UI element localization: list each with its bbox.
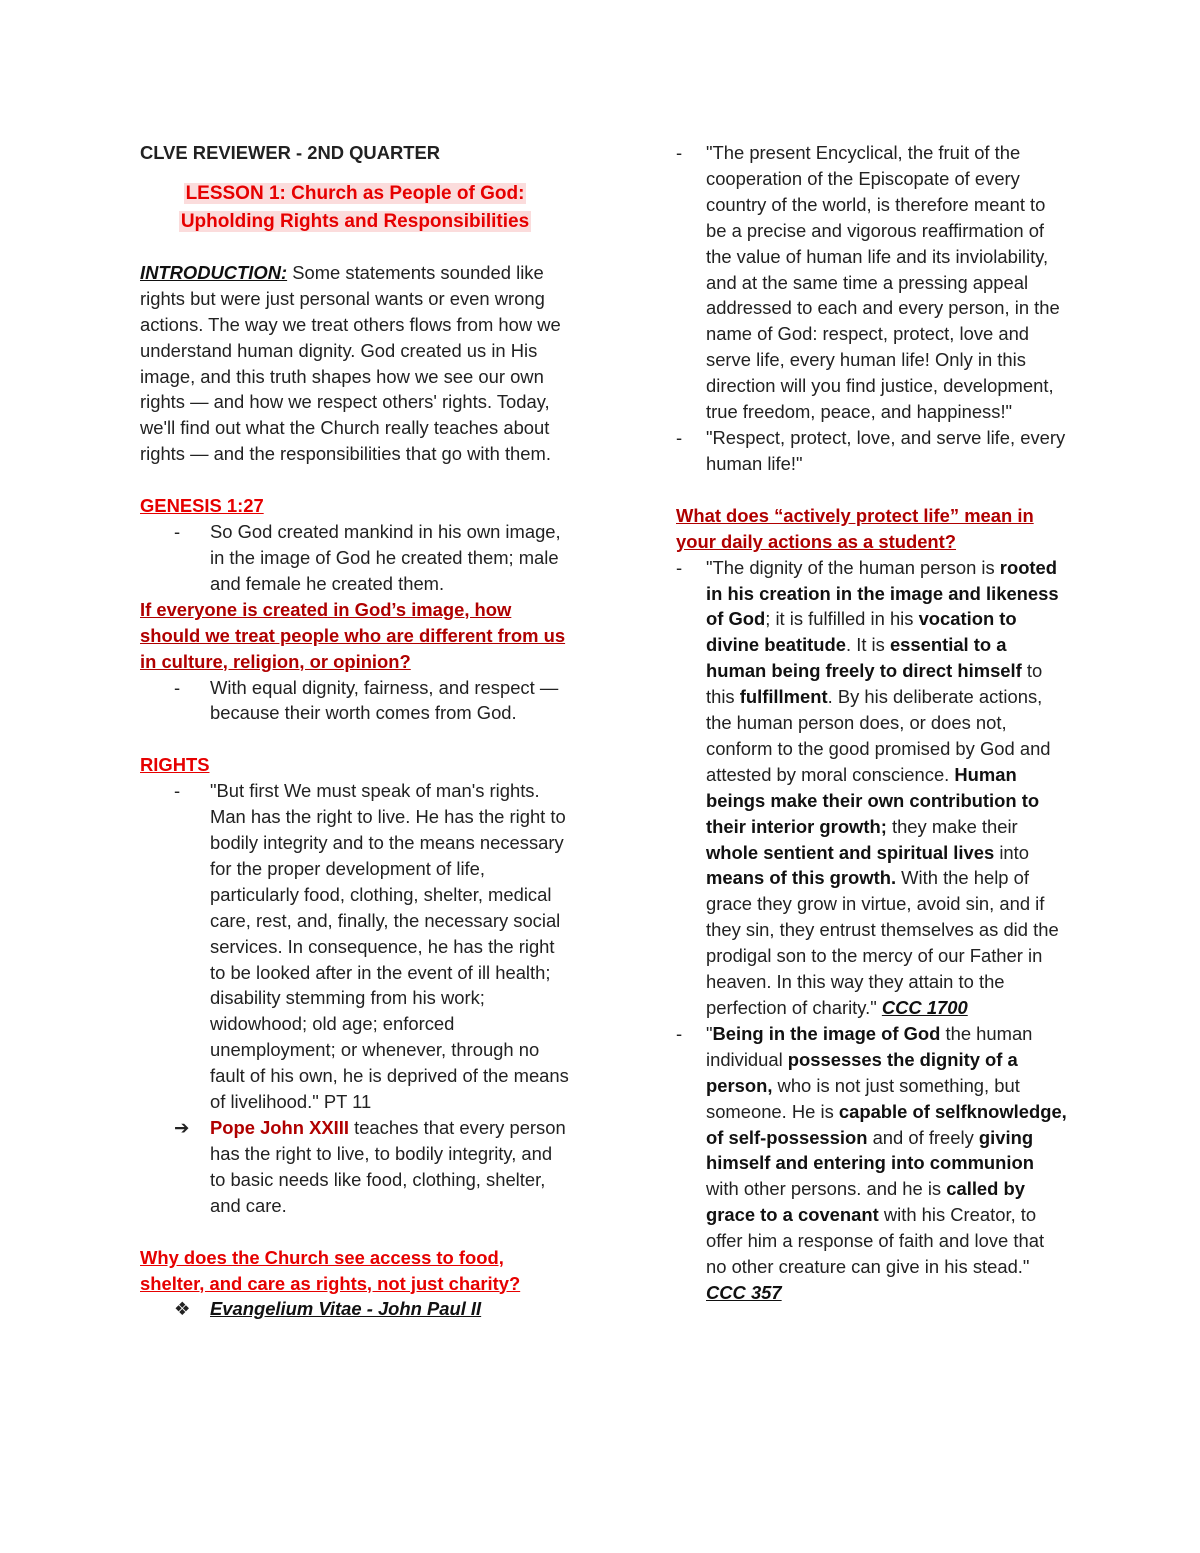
- rights-quote-item: [140, 778, 570, 1115]
- text-run: With the help of grace they grow in virtue, avoid sin, and if they sin, they entrust themselves as did the prodigal son to the mercy of our Father in heaven. In this way they attain to the perfection of charity.": [706, 867, 1059, 1018]
- ccc1700-citation: CCC 1700: [881, 997, 968, 1018]
- protect-question: What does “actively protect life” mean in your daily actions as a student?: [676, 504, 1034, 552]
- lesson-title-line1: LESSON 1: Church as People of God:: [185, 182, 525, 204]
- diamond-icon: ❖: [174, 1298, 191, 1320]
- rights-heading: RIGHTS: [140, 754, 210, 776]
- introduction-text: Some statements sounded like rights but were just personal wants or even wrong actions. The way we treat others flows from how we understand human dignity. God created us in His image, and this truth shapes how we see our own rights — and how we respect others' rights. Today, we'll find out what the Church really teaches about rights — and the responsibilities that go with them.: [140, 261, 561, 465]
- bold-run: Human beings make their own contribution to their interior growth;: [706, 763, 1040, 837]
- dash-marker: -: [676, 142, 683, 163]
- genesis-heading: GENESIS 1:27: [140, 495, 264, 517]
- dash-marker: -: [174, 780, 181, 802]
- dash-marker: -: [676, 1022, 683, 1044]
- dash-marker: -: [676, 426, 683, 448]
- text-run: with other persons. and he is: [706, 1178, 947, 1200]
- evangelium-item: [140, 1296, 570, 1322]
- lesson-title: [150, 180, 560, 236]
- pope-john-text: teaches that every person has the right to live, to bodily integrity, and to basic needs like food, clothing, shelter, and care.: [210, 1117, 566, 1216]
- ccc357-item: [676, 1021, 1068, 1306]
- ccc1700-item: [676, 555, 1068, 1021]
- text-run: . By his deliberate actions, the human person does, or does not, conform to the good promised by God and attested by moral conscience.: [706, 686, 1051, 785]
- text-run: ; it is fulfilled in his: [765, 608, 919, 630]
- bold-run: means of this growth.: [706, 867, 897, 889]
- bold-run: rooted in his creation in the image and likeness of God: [706, 556, 1059, 630]
- bold-run: possesses the dignity of a person,: [706, 1048, 1018, 1096]
- text-run: . It is: [846, 634, 890, 656]
- pope-john-item: [140, 1115, 570, 1219]
- arrow-icon: ➔: [174, 1117, 190, 1138]
- ccc357-citation: CCC 357: [706, 1281, 782, 1303]
- text-run: the human individual: [706, 1022, 1033, 1070]
- left-column: [140, 140, 570, 1322]
- bold-run: capable of selfknowledge, of self-possession: [706, 1100, 1067, 1148]
- ccc1700-text: [706, 557, 1059, 1018]
- text-run: who is not just something, but someone. He is: [706, 1074, 1020, 1122]
- text-run: with his Creator, to offer him a response of faith and love that no other creature can give in his stead.": [706, 1204, 1045, 1278]
- bold-run: fulfillment: [739, 686, 828, 708]
- text-run: ": [706, 1022, 713, 1044]
- text-run: into: [994, 841, 1029, 863]
- rights-question: Why does the Church see access to food, shelter, and care as rights, not just charity?: [140, 1246, 521, 1294]
- encyclical-quote: "The present Encyclical, the fruit of the cooperation of the Episcopate of every country of the world, is therefore meant to be a precise and vigorous reaffirmation of the value of human life and its inviolability, and at the same time a pressing appeal addressed to each and every person, in the name of God: respect, protect, love and serve life, every human life! Only in this direction will you find justice, development, true freedom, peace, and happiness!": [706, 142, 1060, 423]
- ccc357-text: [706, 1023, 1067, 1303]
- introduction: [140, 260, 570, 467]
- bold-run: vocation to divine beatitude: [706, 608, 1017, 656]
- genesis-bullet: [140, 519, 570, 597]
- dash-marker: -: [174, 676, 181, 698]
- text-run: "The dignity of the human person is: [706, 556, 1000, 578]
- genesis-question: If everyone is created in God’s image, how should we treat people who are different from us in culture, religion, or opinion?: [140, 598, 566, 672]
- text-run: they make their: [886, 815, 1018, 837]
- encyclical-quote-item: [676, 140, 1068, 425]
- bold-run: giving himself and entering into communion: [706, 1126, 1034, 1174]
- bold-run: Being in the image of God: [712, 1022, 941, 1044]
- text-run: to this: [706, 660, 1043, 708]
- document-title: CLVE REVIEWER - 2ND QUARTER: [140, 142, 441, 163]
- introduction-label: INTRODUCTION:: [140, 261, 288, 283]
- genesis-answer: With equal dignity, fairness, and respect — because their worth comes from God.: [210, 676, 559, 724]
- dash-marker: -: [174, 521, 181, 543]
- bold-run: essential to a human being freely to direct himself: [706, 634, 1022, 682]
- genesis-verse: So God created mankind in his own image, in the image of God he created them; male and female he created them.: [210, 521, 561, 594]
- dash-marker: -: [676, 556, 683, 578]
- encyclical-quote2-item: [676, 425, 1068, 477]
- bold-run: called by grace to a covenant: [706, 1178, 1025, 1226]
- genesis-answer-item: [140, 675, 570, 727]
- text-run: and of freely: [867, 1126, 979, 1148]
- bold-run: whole sentient and spiritual lives: [706, 841, 995, 863]
- right-column: [676, 140, 1068, 1306]
- evangelium-title: Evangelium Vitae - John Paul II: [210, 1298, 482, 1320]
- rights-quote: "But first We must speak of man's rights. Man has the right to live. He has the right to bodily integrity and to the means necessary for the proper development of life, particularly food, clothing, shelter, medical care, rest, and, finally, the necessary social services. In consequence, he has the right to be looked after in the event of ill health; disability stemming from his work; widowhood; old age; enforced unemployment; or whenever, through no fault of his own, he is deprived of the means of livelihood." PT 11: [210, 780, 569, 1113]
- pope-john-name: Pope John XXIII: [210, 1117, 349, 1138]
- encyclical-quote2: "Respect, protect, love, and serve life, every human life!": [706, 426, 1066, 474]
- lesson-title-line2: Upholding Rights and Responsibilities: [180, 210, 530, 232]
